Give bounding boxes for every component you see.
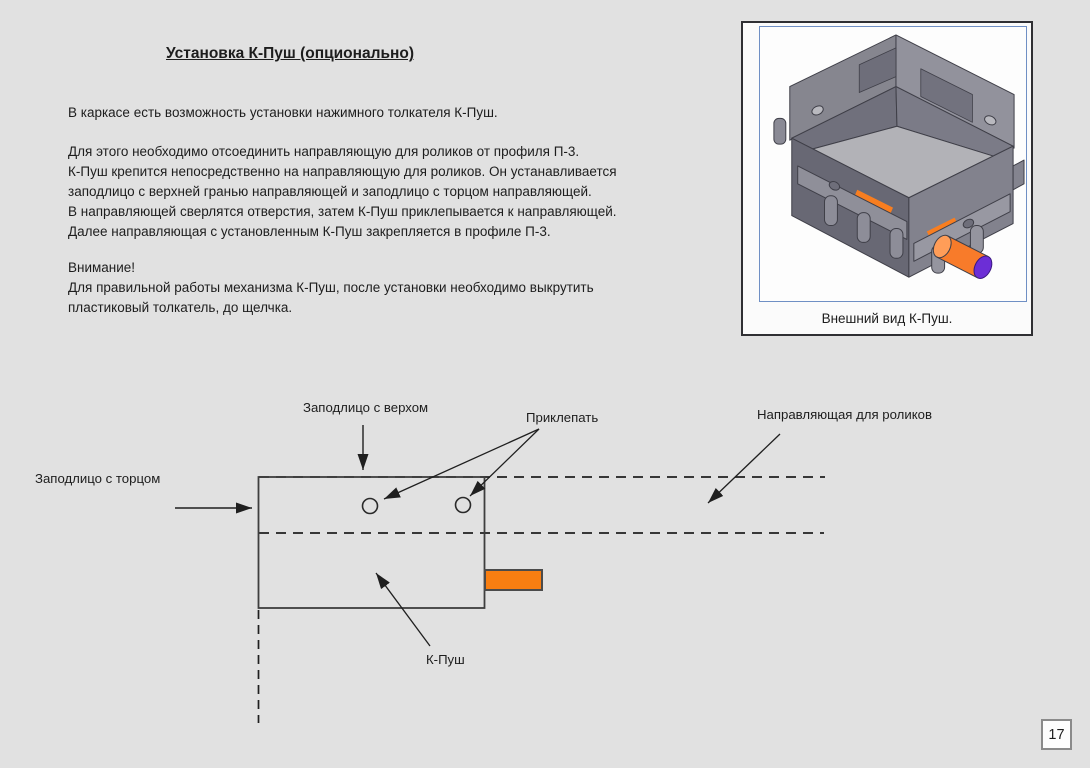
page-number-box bbox=[1041, 719, 1072, 750]
body-line: К-Пуш крепится непосредственно на направляющую для роликов. Он устанавливается bbox=[68, 164, 617, 179]
rivet-hole bbox=[363, 499, 378, 514]
figure-caption: Внешний вид К-Пуш. bbox=[821, 311, 953, 326]
label-flush-with-top: Заподлицо с верхом bbox=[303, 400, 429, 415]
rivet-hole bbox=[456, 498, 471, 513]
arrow-rivet-left bbox=[384, 429, 539, 499]
label-flush-with-end: Заподлицо с торцом bbox=[35, 471, 161, 486]
page-title: Установка К-Пуш (опционально) bbox=[165, 45, 414, 62]
body-line: Для этого необходимо отсоединить направляющую для роликов от профиля П-3. bbox=[68, 144, 580, 159]
label-kpush: К-Пуш bbox=[426, 652, 465, 667]
arrow-rivet-right bbox=[470, 429, 539, 496]
label-roller-guide: Направляющая для роликов bbox=[757, 407, 932, 422]
body-line: заподлицо с верхней гранью направляющей и заподлицо с торцом направляющей. bbox=[68, 184, 592, 199]
body-line: В направляющей сверлятся отверстия, затем К-Пуш приклепывается к направляющей. bbox=[68, 204, 617, 219]
body-line: Далее направляющая с установленным К-Пуш закрепляется в профиле П-3. bbox=[68, 224, 551, 239]
warning-line: Для правильной работы механизма К-Пуш, после установки необходимо выкрутить bbox=[68, 280, 594, 295]
kpush-outline-rect bbox=[259, 477, 485, 608]
warning-title: Внимание! bbox=[68, 260, 136, 275]
page-number: 17 bbox=[1048, 726, 1065, 743]
arrow-kpush bbox=[376, 573, 430, 646]
arrow-roller-guide bbox=[708, 434, 780, 503]
intro-paragraph: В каркасе есть возможность установки нажимного толкателя К-Пуш. bbox=[68, 105, 498, 120]
warning-line: пластиковый толкатель, до щелчка. bbox=[68, 300, 293, 315]
plunger-orange-bar bbox=[485, 570, 542, 590]
label-rivet: Приклепать bbox=[526, 410, 599, 425]
